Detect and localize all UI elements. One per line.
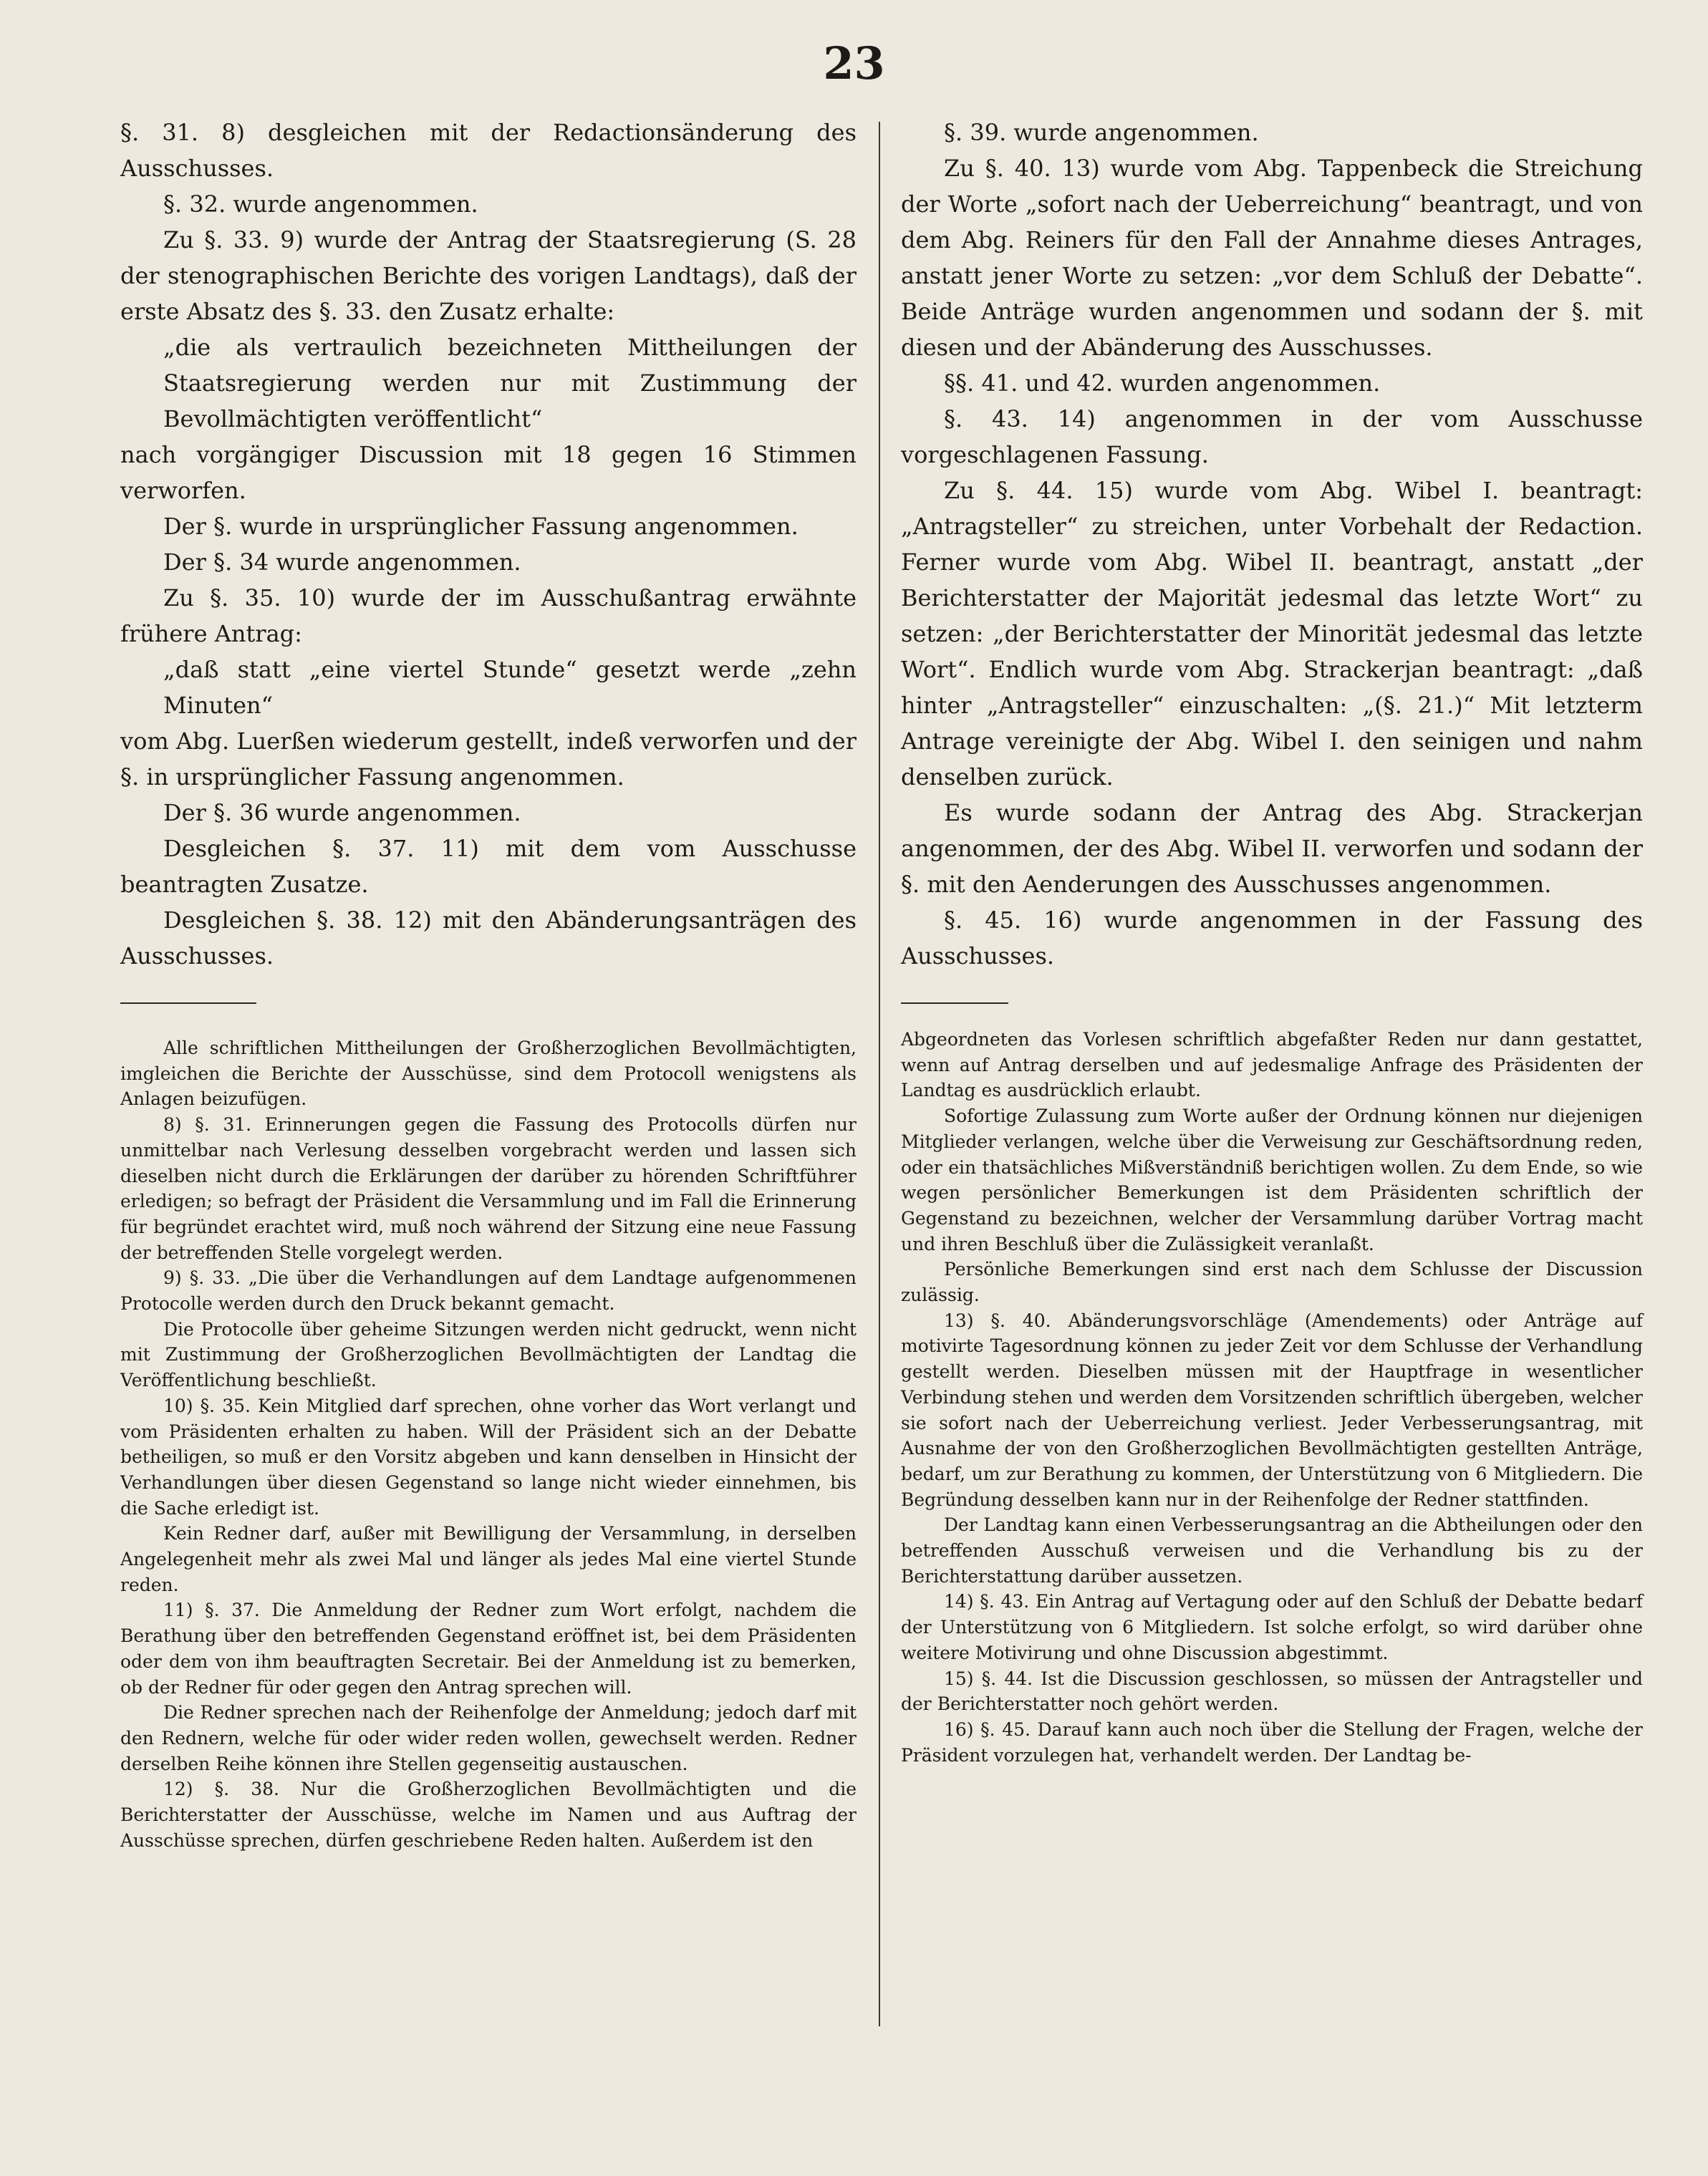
body-paragraph: „daß statt „eine viertel Stunde“ gesetzt werde „zehn Minuten“ — [163, 656, 857, 719]
body-paragraph: Zu §. 33. 9) wurde der Antrag der Staatsregierung (S. 28 der stenographischen Berichte des vorigen Landtags), daß der erste Absatz des §. 33. den Zusatz erhalte: — [120, 226, 857, 325]
body-paragraph: Der §. 36 wurde angenommen. — [163, 799, 521, 826]
footnote-paragraph: 10) §. 35. Kein Mitglied darf sprechen, ohne vorher das Wort verlangt und vom Präsidenten erhalten zu haben. Will der Präsident sich an der Debatte betheiligen, so muß er den Vorsitz abgeben und kann denselben in Hinsicht der Verhandlungen über diesen Gegenstand so lange nicht wieder einnehmen, bis die Sache erledigt ist. — [120, 1395, 857, 1519]
column-divider — [879, 122, 880, 2026]
body-paragraph: Desgleichen §. 38. 12) mit den Abänderungsanträgen des Ausschusses. — [120, 906, 857, 969]
footnote-paragraph: 8) §. 31. Erinnerungen gegen die Fassung des Protocolls dürfen nur unmittelbar nach Verlesung desselben vorgebracht werden und lassen sich dieselben nicht durch die Erklärungen der darüber zu hörenden Schriftführer erledigen; so befragt der Präsident die Versammlung und im Fall die Erinnerung für begründet erachtet wird, muß noch während der Sitzung eine neue Fassung der betreffenden Stelle vorgelegt werden. — [120, 1114, 857, 1263]
right-main-text — [901, 115, 1643, 974]
footnote-paragraph: Der Landtag kann einen Verbesserungsantrag an die Abtheilungen oder den betreffenden Ausschuß verweisen und die Verhandlung bis zu der Berichterstattung darüber aussetzen. — [901, 1514, 1643, 1587]
body-paragraph: Es wurde sodann der Antrag des Abg. Strackerjan angenommen, der des Abg. Wibel II. verworfen und sodann der §. mit den Aenderungen des Ausschusses angenommen. — [901, 799, 1643, 898]
footnote-paragraph: 15) §. 44. Ist die Discussion geschlossen, so müssen der Antragsteller und der Berichterstatter noch gehört werden. — [901, 1668, 1643, 1715]
footnote-separator — [901, 1002, 1008, 1004]
body-paragraph: nach vorgängiger Discussion mit 18 gegen 16 Stimmen verworfen. — [120, 441, 857, 504]
body-paragraph: §. 31. 8) desgleichen mit der Redactionsänderung des Ausschusses. — [120, 119, 857, 182]
body-paragraph: Zu §. 35. 10) wurde der im Ausschußantrag erwähnte frühere Antrag: — [120, 584, 857, 647]
page-number: 23 — [823, 37, 885, 90]
right-column — [901, 115, 1643, 1768]
footnote-paragraph: 12) §. 38. Nur die Großherzoglichen Bevollmächtigten und die Berichterstatter der Ausschüsse, welche im Namen und aus Auftrag der Ausschüsse sprechen, dürfen geschriebene Reden halten. Außerdem ist den — [120, 1779, 857, 1851]
footnote-paragraph: Persönliche Bemerkungen sind erst nach dem Schlusse der Discussion zulässig. — [901, 1259, 1643, 1306]
body-paragraph: §§. 41. und 42. wurden angenommen. — [944, 369, 1381, 397]
left-footnotes — [120, 1035, 857, 1854]
footnote-paragraph: 16) §. 45. Darauf kann auch noch über die Stellung der Fragen, welche der Präsident vorzulegen hat, verhandelt werden. Der Landtag be- — [901, 1718, 1643, 1766]
body-paragraph: „die als vertraulich bezeichneten Mittheilungen der Staatsregierung werden nur mit Zustimmung der Bevollmächtigten veröffentlicht“ — [163, 334, 857, 432]
footnote-paragraph: Alle schriftlichen Mittheilungen der Großherzoglichen Bevollmächtigten, imgleichen die Berichte der Ausschüsse, sind dem Protocoll wenigstens als Anlagen beizufügen. — [120, 1038, 857, 1110]
body-paragraph: Desgleichen §. 37. 11) mit dem vom Ausschusse beantragten Zusatze. — [120, 835, 857, 898]
footnote-paragraph: 14) §. 43. Ein Antrag auf Vertagung oder auf den Schluß der Debatte bedarf der Unterstützung von 6 Mitgliedern. Ist solche erfolgt, so wird darüber ohne weitere Motivirung und ohne Discussion abgestimmt. — [901, 1591, 1643, 1663]
body-paragraph: Der §. wurde in ursprünglicher Fassung angenommen. — [163, 513, 798, 540]
footnote-paragraph: Abgeordneten das Vorlesen schriftlich abgefaßter Reden nur dann gestattet, wenn auf Antrag derselben und auf jedesmalige Anfrage des Präsidenten der Landtag es ausdrücklich erlaubt. — [901, 1029, 1643, 1101]
body-paragraph: Zu §. 44. 15) wurde vom Abg. Wibel I. beantragt: „Antragsteller“ zu streichen, unter Vorbehalt der Redaction. Ferner wurde vom Abg. Wibel II. beantragt, anstatt „der Berichterstatter der Majorität jedesmal das letzte Wort“ zu setzen: „der Berichterstatter der Minorität jedesmal das letzte Wort“. Endlich wurde vom Abg. Strackerjan beantragt: „daß hinter „Antragsteller“ einzuschalten: „(§. 21.)“ Mit letzterm Antrage vereinigte der Abg. Wibel I. den seinigen und nahm denselben zurück. — [901, 477, 1643, 790]
body-paragraph: vom Abg. Luerßen wiederum gestellt, indeß verworfen und der §. in ursprünglicher Fassung angenommen. — [120, 727, 857, 790]
footnote-paragraph: 13) §. 40. Abänderungsvorschläge (Amendements) oder Anträge auf motivirte Tagesordnung können zu jeder Zeit vor dem Schlusse der Verhandlung gestellt werden. Dieselben müssen mit der Hauptfrage in wesentlicher Verbindung stehen und werden dem Vorsitzenden schriftlich übergeben, welcher sie sofort nach der Ueberreichung verliest. Jeder Verbesserungsantrag, mit Ausnahme der von den Großherzoglichen Bevollmächtigten gestellten Anträge, bedarf, um zur Berathung zu kommen, der Unterstützung von 6 Mitgliedern. Die Begründung desselben kann nur in der Reihenfolge der Redner stattfinden. — [901, 1310, 1643, 1510]
body-paragraph: §. 32. wurde angenommen. — [163, 190, 478, 218]
footnote-paragraph: 9) §. 33. „Die über die Verhandlungen auf dem Landtage aufgenommenen Protocolle werden durch den Druck bekannt gemacht. — [120, 1267, 857, 1315]
body-paragraph: §. 45. 16) wurde angenommen in der Fassung des Ausschusses. — [901, 906, 1643, 969]
left-column — [120, 115, 857, 1854]
body-paragraph: Der §. 34 wurde angenommen. — [163, 548, 521, 576]
footnote-paragraph: Die Protocolle über geheime Sitzungen werden nicht gedruckt, wenn nicht mit Zustimmung der Großherzoglichen Bevollmächtigten der Landtag die Veröffentlichung beschließt. — [120, 1318, 857, 1391]
body-paragraph: §. 43. 14) angenommen in der vom Ausschusse vorgeschlagenen Fassung. — [901, 405, 1643, 468]
left-main-text — [120, 115, 857, 974]
body-paragraph: §. 39. wurde angenommen. — [944, 119, 1259, 146]
footnote-paragraph: Die Redner sprechen nach der Reihenfolge der Anmeldung; jedoch darf mit den Rednern, welche für oder wider reden wollen, gewechselt werden. Redner derselben Reihe können ihre Stellen gegenseitig austauschen. — [120, 1702, 857, 1774]
footnote-paragraph: 11) §. 37. Die Anmeldung der Redner zum Wort erfolgt, nachdem die Berathung über den betreffenden Gegenstand eröffnet ist, bei dem Präsidenten oder dem von ihm beauftragten Secretair. Bei der Anmeldung ist zu bemerken, ob der Redner für oder gegen den Antrag sprechen will. — [120, 1600, 857, 1698]
footnote-paragraph: Kein Redner darf, außer mit Bewilligung der Versammlung, in derselben Angelegenheit mehr als zwei Mal und länger als jedes Mal eine viertel Stunde reden. — [120, 1523, 857, 1595]
footnote-paragraph: Sofortige Zulassung zum Worte außer der Ordnung können nur diejenigen Mitglieder verlangen, welche über die Verweisung zur Geschäftsordnung reden, oder ein thatsächliches Mißverständniß berichtigen wollen. Zu dem Ende, so wie wegen persönlicher Bemerkungen ist dem Präsidenten schriftlich der Gegenstand zu bezeichnen, welcher der Versammlung darüber Vortrag macht und ihren Beschluß über die Zulässigkeit veranlaßt. — [901, 1106, 1643, 1254]
body-paragraph: Zu §. 40. 13) wurde vom Abg. Tappenbeck die Streichung der Worte „sofort nach der Ueberreichung“ beantragt, und von dem Abg. Reiners für den Fall der Annahme dieses Antrages, anstatt jener Worte zu setzen: „vor dem Schluß der Debatte“. Beide Anträge wurden angenommen und sodann der §. mit diesen und der Abänderung des Ausschusses. — [901, 155, 1643, 361]
right-footnotes — [901, 1027, 1643, 1768]
footnote-separator — [120, 1002, 256, 1004]
